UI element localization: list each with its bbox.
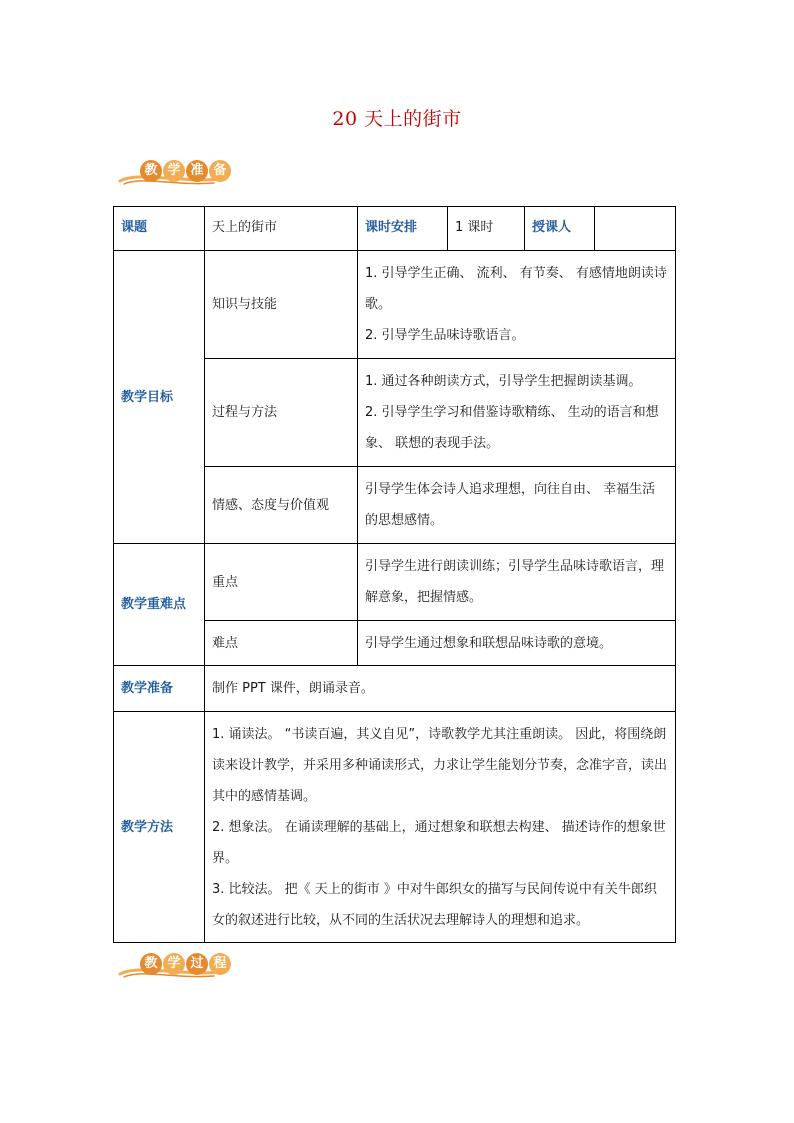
badge-char: 学 [163,953,185,975]
list-item: 1. 诵读法。 “书读百遍，其义自见”，诗歌教学尤其注重朗读。 因此，将围绕朗读来设计教学，并采用多种诵读形式，力求让学生能划分节奏，念准字音，读出其中的感情基调。 [212,726,668,804]
knowledge-cell [358,251,676,359]
focus-label: 重点 [205,544,358,621]
period-value: 1 课时 [448,207,525,251]
badge-char: 教 [140,160,162,182]
teacher-label: 授课人 [525,207,595,251]
list-item: 3. 比较法。 把《 天上的街市 》中对牛郎织女的描写与民间传说中有关牛郎织女的叙述进行比较，从不同的生活状况去理解诗人的理想和追求。 [212,881,657,928]
process-label: 过程与方法 [205,359,358,467]
focus-text: 引导学生进行朗读训练；引导学生品味诗歌语言，理解意象，把握情感。 [358,544,676,621]
badge-char: 程 [209,953,231,975]
list-item: 1. 通过各种朗读方式，引导学生把握朗读基调。 [365,374,642,389]
emotion-text: 引导学生体会诗人追求理想，向往自由、 幸福生活的思想感情。 [358,467,676,544]
list-item: 2. 引导学生品味诗歌语言。 [365,328,525,343]
page-title: 20 天上的街市 [332,108,462,130]
table-row [114,666,676,712]
teaching-prep-badge [118,157,228,187]
knowledge-label: 知识与技能 [205,251,358,359]
badge-char: 教 [140,953,162,975]
process-cell [358,359,676,467]
list-item: 2. 引导学生学习和借鉴诗歌精练、 生动的语言和想象、 联想的表现手法。 [365,405,659,451]
teacher-value [595,207,676,251]
table-row [114,207,676,251]
period-label: 课时安排 [358,207,448,251]
lesson-plan-table [113,206,676,943]
badge-char: 准 [186,160,208,182]
list-item: 1. 引导学生正确、 流利、 有节奏、 有感情地朗读诗歌。 [365,266,667,312]
badge-char: 过 [186,953,208,975]
table-row [114,712,676,943]
goals-label: 教学目标 [114,251,205,544]
topic-label: 课题 [114,207,205,251]
methods-cell [205,712,676,943]
table-row [114,251,676,359]
list-item: 2. 想象法。 在诵读理解的基础上，通过想象和联想去构建、 描述诗作的想象世界。 [212,819,666,866]
topic-value: 天上的街市 [205,207,358,251]
keypoints-label: 教学重难点 [114,544,205,666]
difficulty-label: 难点 [205,621,358,666]
difficulty-text: 引导学生通过想象和联想品味诗歌的意境。 [358,621,676,666]
table-row [114,544,676,621]
teaching-process-badge [118,950,228,980]
methods-label: 教学方法 [114,712,205,943]
prep-text: 制作 PPT 课件，朗诵录音。 [205,666,676,712]
badge-char: 学 [163,160,185,182]
badge-char: 备 [209,160,231,182]
prep-label: 教学准备 [114,666,205,712]
emotion-label: 情感、态度与价值观 [205,467,358,544]
